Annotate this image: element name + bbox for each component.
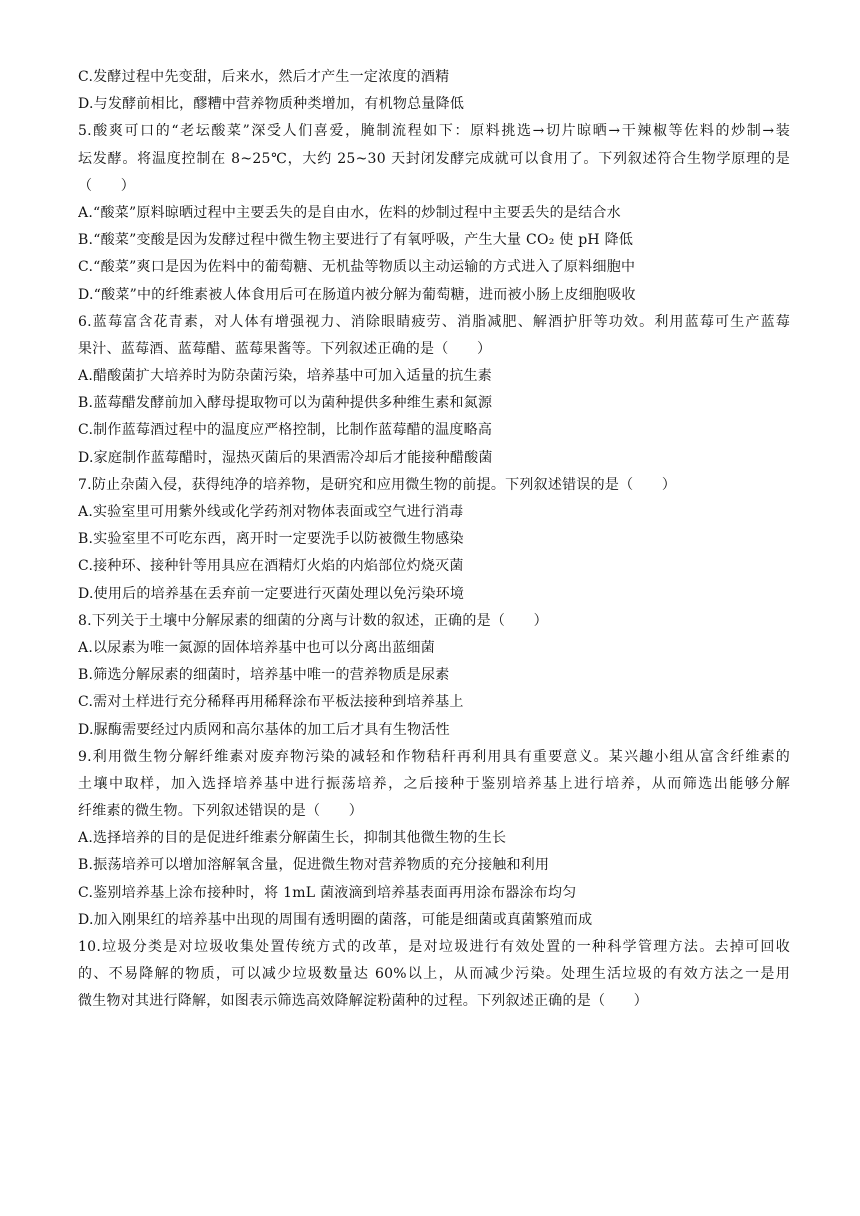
question-stem-line: 8.下列关于土壤中分解尿素的细菌的分离与计数的叙述，正确的是（ ） bbox=[78, 612, 548, 629]
option-line: C.制作蓝莓酒过程中的温度应严格控制，比制作蓝莓醋的温度略高 bbox=[78, 422, 493, 439]
option-line: D.家庭制作蓝莓醋时，湿热灭菌后的果酒需冷却后才能接种醋酸菌 bbox=[78, 449, 493, 466]
question-stem-line: 10.垃圾分类是对垃圾收集处置传统方式的改革，是对垃圾进行有效处置的一种科学管理方法。去掉可回收 bbox=[78, 939, 790, 955]
question-stem-line: 的、不易降解的物质，可以减少垃圾数量达 60%以上，从而减少污染。处理生活垃圾的有效方法之一是用 bbox=[78, 966, 790, 983]
option-line: D.脲酶需要经过内质网和高尔基体的加工后才具有生物活性 bbox=[78, 721, 450, 738]
question-stem-line: 果汁、蓝莓酒、蓝莓醋、蓝莓果酱等。下列叙述正确的是（ ） bbox=[78, 340, 492, 357]
question-stem-line: 土壤中取样，加入选择培养基中进行振荡培养，之后接种于鉴别培养基上进行培养，从而筛选出能够分解 bbox=[78, 775, 790, 792]
question-stem-line: 坛发酵。将温度控制在 8~25℃，大约 25~30 天封闭发酵完成就可以食用了。下列叙述符合生物学原理的是 bbox=[78, 150, 790, 167]
option-line: D.“酸菜”中的纤维素被人体食用后可在肠道内被分解为葡萄糖，进而被小肠上皮细胞吸收 bbox=[78, 286, 636, 303]
option-line: B.“酸菜”变酸是因为发酵过程中微生物主要进行了有氧呼吸，产生大量 CO₂ 使 pH 降低 bbox=[78, 232, 634, 249]
question-stem-line: 6.蓝莓富含花青素，对人体有增强视力、消除眼睛疲劳、消脂减肥、解酒护肝等功效。利用蓝莓可生产蓝莓 bbox=[78, 313, 790, 330]
option-line: C.发酵过程中先变甜，后来水，然后才产生一定浓度的酒精 bbox=[78, 69, 450, 85]
question-stem-line: 5.酸爽可口的“老坛酸菜”深受人们喜爱，腌制流程如下：原料挑选→切片晾晒→干辣椒等佐料的炒制→装 bbox=[78, 123, 790, 140]
option-line: C.“酸菜”爽口是因为佐料中的葡萄糖、无机盐等物质以主动运输的方式进入了原料细胞中 bbox=[78, 259, 636, 276]
option-line: A.实验室里可用紫外线或化学药剂对物体表面或空气进行消毒 bbox=[78, 504, 464, 520]
option-line: C.接种环、接种针等用具应在酒精灯火焰的内焰部位灼烧灭菌 bbox=[78, 558, 464, 575]
option-line: B.振荡培养可以增加溶解氧含量，促进微生物对营养物质的充分接触和利用 bbox=[78, 857, 550, 874]
option-line: C.鉴别培养基上涂布接种时，将 1mL 菌液滴到培养基表面再用涂布器涂布均匀 bbox=[78, 884, 577, 901]
option-line: A.选择培养的目的是促进纤维素分解菌生长，抑制其他微生物的生长 bbox=[78, 830, 507, 847]
option-line: D.与发酵前相比，醪糟中营养物质种类增加，有机物总量降低 bbox=[78, 96, 465, 113]
option-line: B.实验室里不可吃东西，离开时一定要洗手以防被微生物感染 bbox=[78, 531, 464, 548]
option-line: D.使用后的培养基在丢弃前一定要进行灭菌处理以免污染环境 bbox=[78, 585, 465, 602]
option-line: A.以尿素为唯一氮源的固体培养基中也可以分离出蓝细菌 bbox=[78, 639, 436, 656]
question-text-block bbox=[78, 64, 790, 1016]
answer-bracket: （ ） bbox=[78, 177, 135, 194]
option-line: B.蓝莓醋发酵前加入酵母提取物可以为菌种提供多种维生素和氮源 bbox=[78, 395, 493, 412]
question-stem-line: 7.防止杂菌入侵，获得纯净的培养物，是研究和应用微生物的前提。下列叙述错误的是（ ） bbox=[78, 476, 677, 493]
option-line: A.醋酸菌扩大培养时为防杂菌污染，培养基中可加入适量的抗生素 bbox=[78, 368, 493, 385]
question-stem-line: 9.利用微生物分解纤维素对废弃物污染的减轻和作物秸秆再利用具有重要意义。某兴趣小组从富含纤维素的 bbox=[78, 748, 790, 765]
option-line: D.加入刚果红的培养基中出现的周围有透明圈的菌落，可能是细菌或真菌繁殖而成 bbox=[78, 911, 593, 928]
question-stem-line: 纤维素的微生物。下列叙述错误的是（ ） bbox=[78, 803, 363, 820]
option-line: A.“酸菜”原料晾晒过程中主要丢失的是自由水，佐料的炒制过程中主要丢失的是结合水 bbox=[78, 204, 621, 221]
question-stem-line: 微生物对其进行降解，如图表示筛选高效降解淀粉菌种的过程。下列叙述正确的是（ ） bbox=[78, 993, 648, 1010]
option-line: C.需对土样进行充分稀释再用稀释涂布平板法接种到培养基上 bbox=[78, 694, 464, 711]
option-line: B.筛选分解尿素的细菌时，培养基中唯一的营养物质是尿素 bbox=[78, 667, 450, 684]
